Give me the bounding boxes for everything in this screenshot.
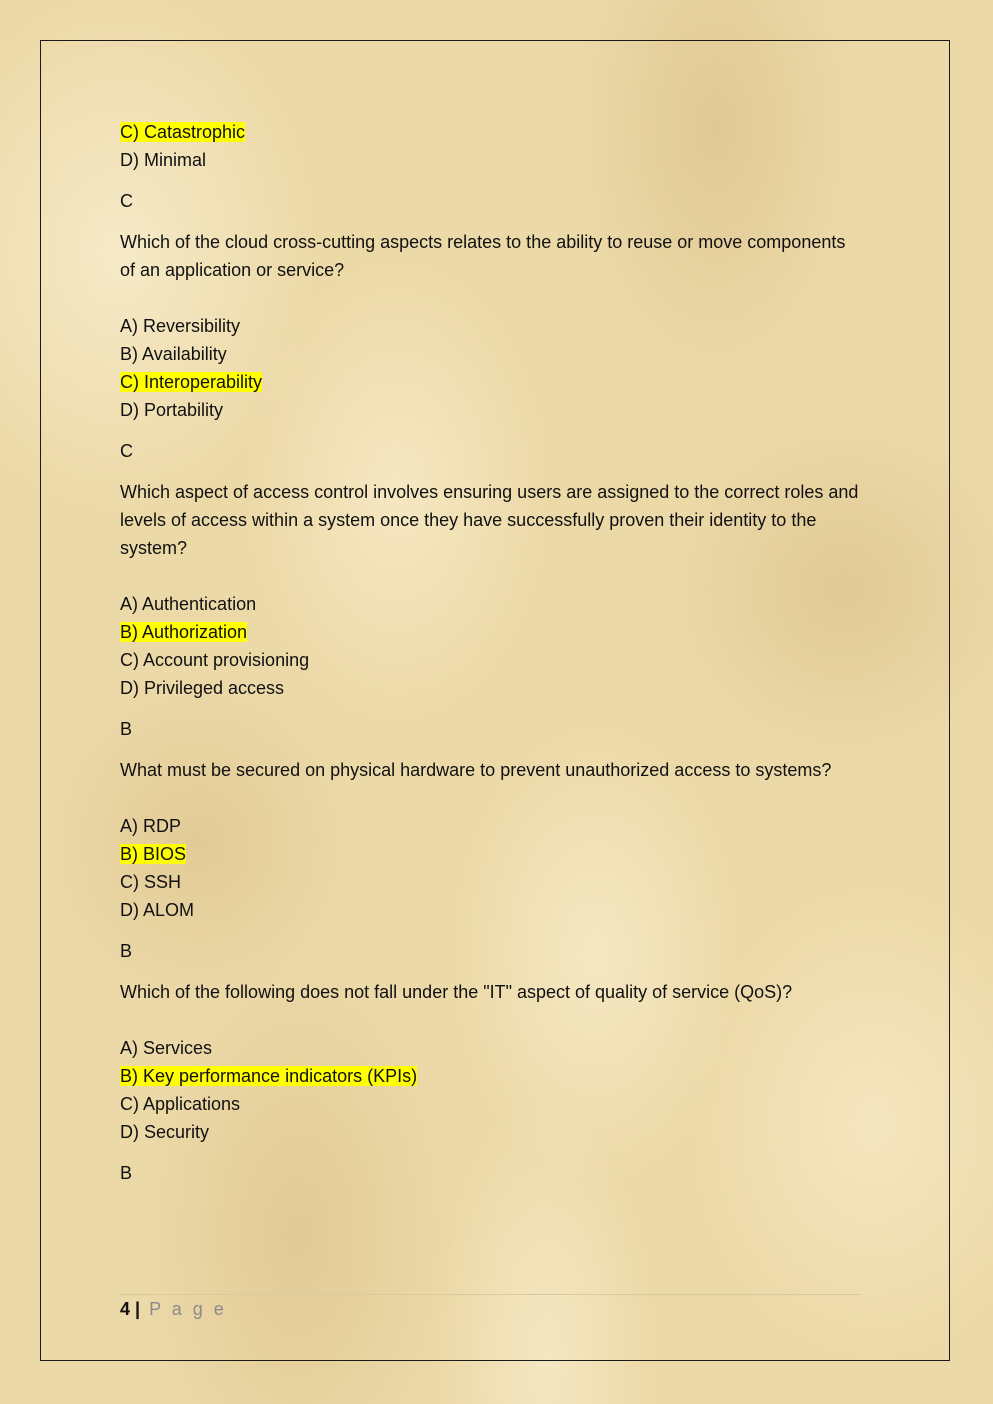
option-item: [120, 368, 860, 396]
option-item: A) Reversibility: [120, 316, 241, 336]
prev-question-options: [120, 118, 860, 174]
option-item: D) ALOM: [120, 900, 195, 920]
option-item: D) Minimal: [120, 150, 207, 170]
answer-key: C: [120, 441, 133, 461]
option-item: B) Availability: [120, 344, 227, 364]
option-item: [120, 840, 860, 868]
highlighted-answer: B) Key performance indicators (KPIs): [120, 1066, 418, 1086]
option-item: A) Authentication: [120, 594, 257, 614]
answer-key: B: [120, 1163, 133, 1183]
question-text: Which of the cloud cross-cutting aspects relates to the ability to reuse or move components of an application or service?: [120, 232, 846, 280]
option-item: [120, 618, 860, 646]
option-item: D) Security: [120, 1122, 210, 1142]
question-text: Which aspect of access control involves ensuring users are assigned to the correct roles and levels of access within a system once they have successfully proven their identity to the system?: [120, 482, 859, 558]
question-block: [120, 978, 860, 1187]
option-item: C) Applications: [120, 1094, 241, 1114]
highlighted-answer: B) Authorization: [120, 622, 248, 642]
page-label: P a g e: [149, 1299, 227, 1319]
option-item: D) Portability: [120, 400, 224, 420]
option-item: C) Account provisioning: [120, 650, 310, 670]
option-item: C) SSH: [120, 872, 182, 892]
option-item: [120, 1062, 860, 1090]
answer-key: C: [120, 191, 133, 211]
option-item: [120, 118, 860, 146]
question-text: What must be secured on physical hardware to prevent unauthorized access to systems?: [120, 760, 832, 780]
highlighted-answer: C) Catastrophic: [120, 122, 246, 142]
answer-key: B: [120, 719, 133, 739]
option-item: D) Privileged access: [120, 678, 285, 698]
question-text: Which of the following does not fall under the "IT" aspect of quality of service (QoS)?: [120, 982, 793, 1002]
option-item: A) RDP: [120, 816, 182, 836]
question-block: [120, 478, 860, 743]
highlighted-answer: B) BIOS: [120, 844, 187, 864]
page-number: 4: [120, 1299, 131, 1319]
page-footer: [120, 1294, 860, 1321]
document-content: [120, 118, 860, 1200]
question-block: [120, 228, 860, 465]
option-item: A) Services: [120, 1038, 213, 1058]
answer-key: B: [120, 941, 133, 961]
question-block: [120, 756, 860, 965]
page-separator: |: [135, 1299, 141, 1319]
highlighted-answer: C) Interoperability: [120, 372, 263, 392]
